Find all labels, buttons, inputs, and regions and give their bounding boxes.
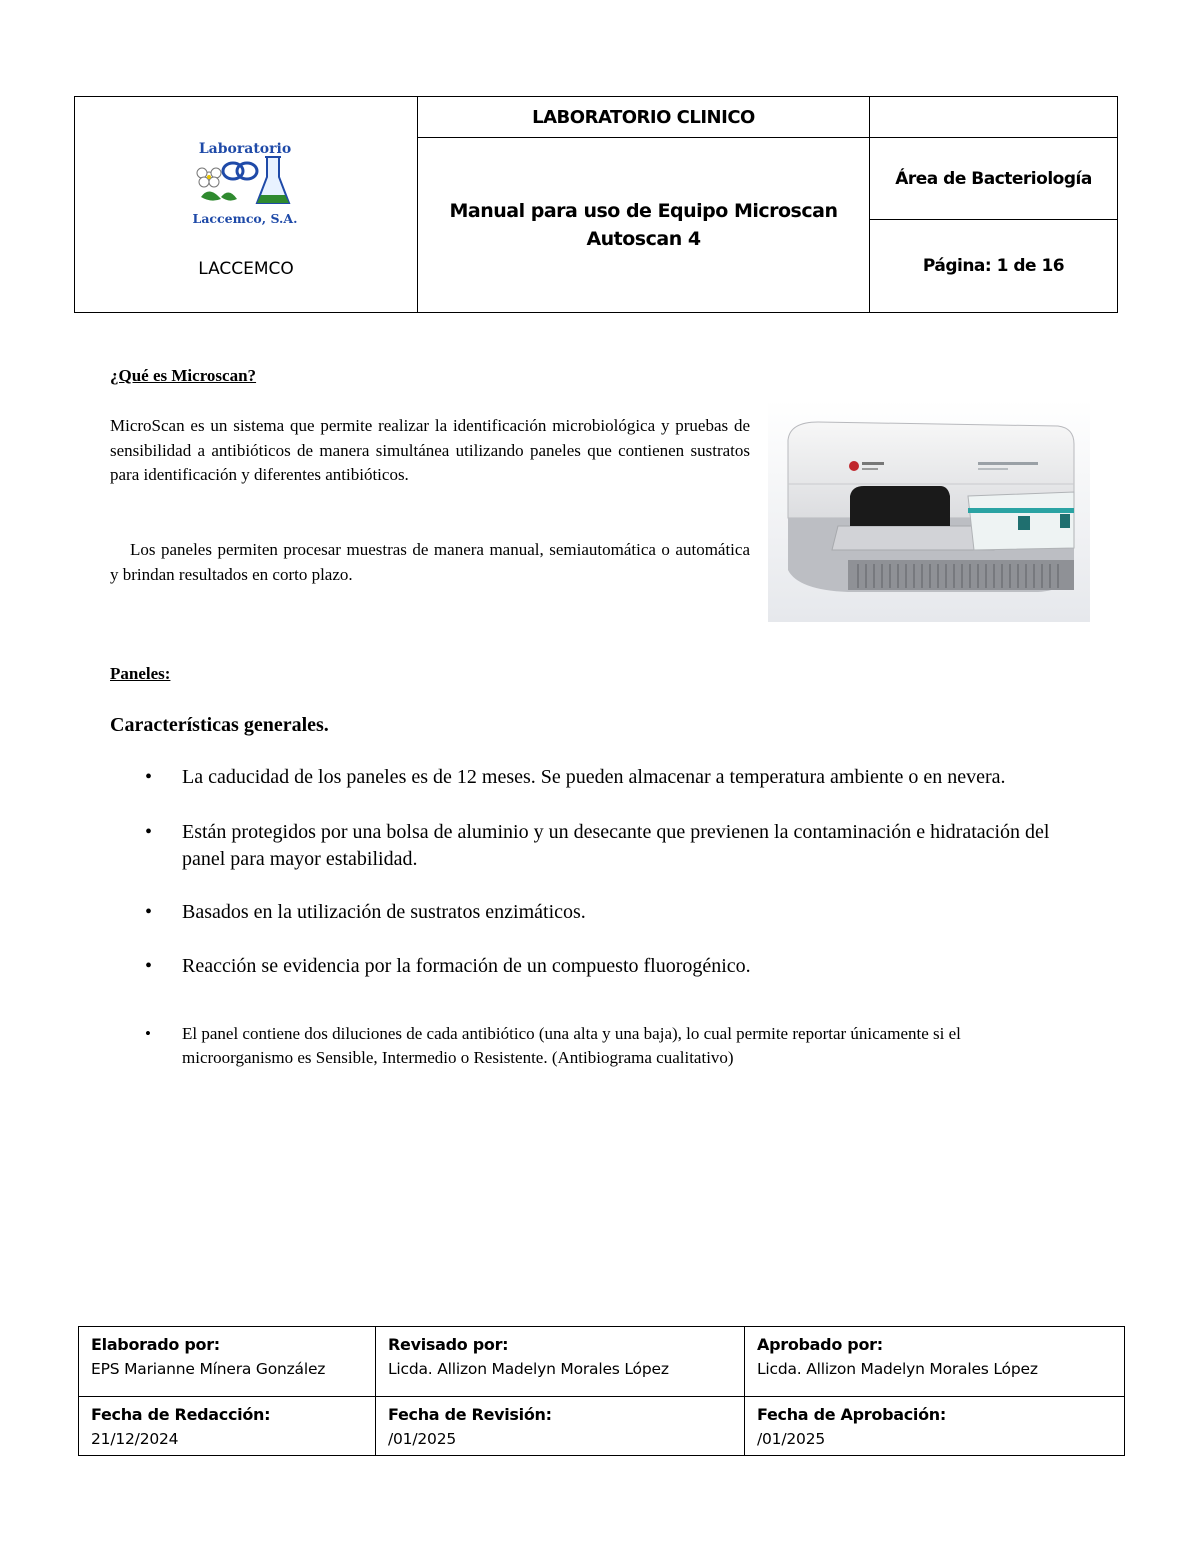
header-empty-cell bbox=[870, 97, 1118, 138]
logo-bottom-text: Laccemco, S.A. bbox=[192, 211, 298, 226]
lab-short-name: LACCEMCO bbox=[198, 259, 294, 279]
elaborado-value: EPS Marianne Mínera González bbox=[91, 1360, 326, 1378]
aprobado-value: Licda. Allizon Madelyn Morales López bbox=[757, 1360, 1038, 1378]
list-item: • Basados en la utilización de sustratos enzimáticos. bbox=[110, 899, 1090, 926]
list-item: • Reacción se evidencia por la formación de un compuesto fluorogénico. bbox=[110, 953, 1090, 980]
panels-heading: Paneles: bbox=[110, 664, 171, 683]
intro-heading: ¿Qué es Microscan? bbox=[110, 366, 257, 385]
link-icon bbox=[223, 163, 257, 179]
intro-paragraph-2: Los paneles permiten procesar muestras de manera manual, semiautomática o automática y brindan resultados en corto plazo. bbox=[110, 540, 750, 584]
fecha-redaccion-value: 21/12/2024 bbox=[91, 1430, 179, 1448]
elaborado-label: Elaborado por: bbox=[91, 1335, 220, 1354]
page-number: Página: 1 de 16 bbox=[870, 220, 1118, 313]
laboratory-logo bbox=[185, 137, 305, 237]
fecha-revision-label: Fecha de Revisión: bbox=[388, 1405, 552, 1424]
list-item: • Están protegidos por una bolsa de aluminio y un desecante que previenen la contaminación e hidratación del panel para mayor estabilidad. bbox=[110, 819, 1090, 873]
fecha-aprobacion-cell bbox=[745, 1397, 1125, 1456]
aprobado-label: Aprobado por: bbox=[757, 1335, 883, 1354]
list-item: • El panel contiene dos diluciones de cada antibiótico (una alta y una baja), lo cual permite reportar únicamente si el microorganismo es Sensible, Intermedio o Resistente. (Antibiograma cualitativo) bbox=[110, 1022, 1090, 1070]
flower-icon bbox=[197, 168, 237, 201]
intro-paragraph-1: MicroScan es un sistema que permite realizar la identificación microbiológica y pruebas de sensibilidad a antibióticos de manera simultánea utilizando paneles que contienen sustratos para identificación y diferentes antibióticos. bbox=[110, 416, 750, 484]
aprobado-cell bbox=[745, 1327, 1125, 1397]
header-title: LABORATORIO CLINICO bbox=[418, 97, 870, 138]
revisado-cell bbox=[376, 1327, 745, 1397]
microscan-device-image bbox=[768, 400, 1090, 622]
fecha-aprobacion-value: /01/2025 bbox=[757, 1430, 826, 1448]
revisado-label: Revisado por: bbox=[388, 1335, 509, 1354]
list-item: • La caducidad de los paneles es de 12 meses. Se pueden almacenar a temperatura ambiente o en nevera. bbox=[110, 764, 1090, 791]
panels-subheading: Características generales. bbox=[110, 714, 329, 736]
logo-cell bbox=[75, 97, 418, 313]
fecha-aprobacion-label: Fecha de Aprobación: bbox=[757, 1405, 946, 1424]
elaborado-cell bbox=[79, 1327, 376, 1397]
fecha-redaccion-label: Fecha de Redacción: bbox=[91, 1405, 271, 1424]
revisado-value: Licda. Allizon Madelyn Morales López bbox=[388, 1360, 669, 1378]
fecha-revision-value: /01/2025 bbox=[388, 1430, 457, 1448]
manual-title: Manual para uso de Equipo Microscan Autoscan 4 bbox=[418, 138, 870, 313]
approval-table bbox=[78, 1326, 1125, 1456]
characteristics-list bbox=[110, 764, 1090, 1070]
logo-top-text: Laboratorio bbox=[198, 141, 292, 157]
document-header bbox=[74, 96, 1118, 313]
fecha-redaccion-cell bbox=[79, 1397, 376, 1456]
flask-icon bbox=[257, 157, 289, 203]
fecha-revision-cell bbox=[376, 1397, 745, 1456]
area-label: Área de Bacteriología bbox=[870, 138, 1118, 220]
